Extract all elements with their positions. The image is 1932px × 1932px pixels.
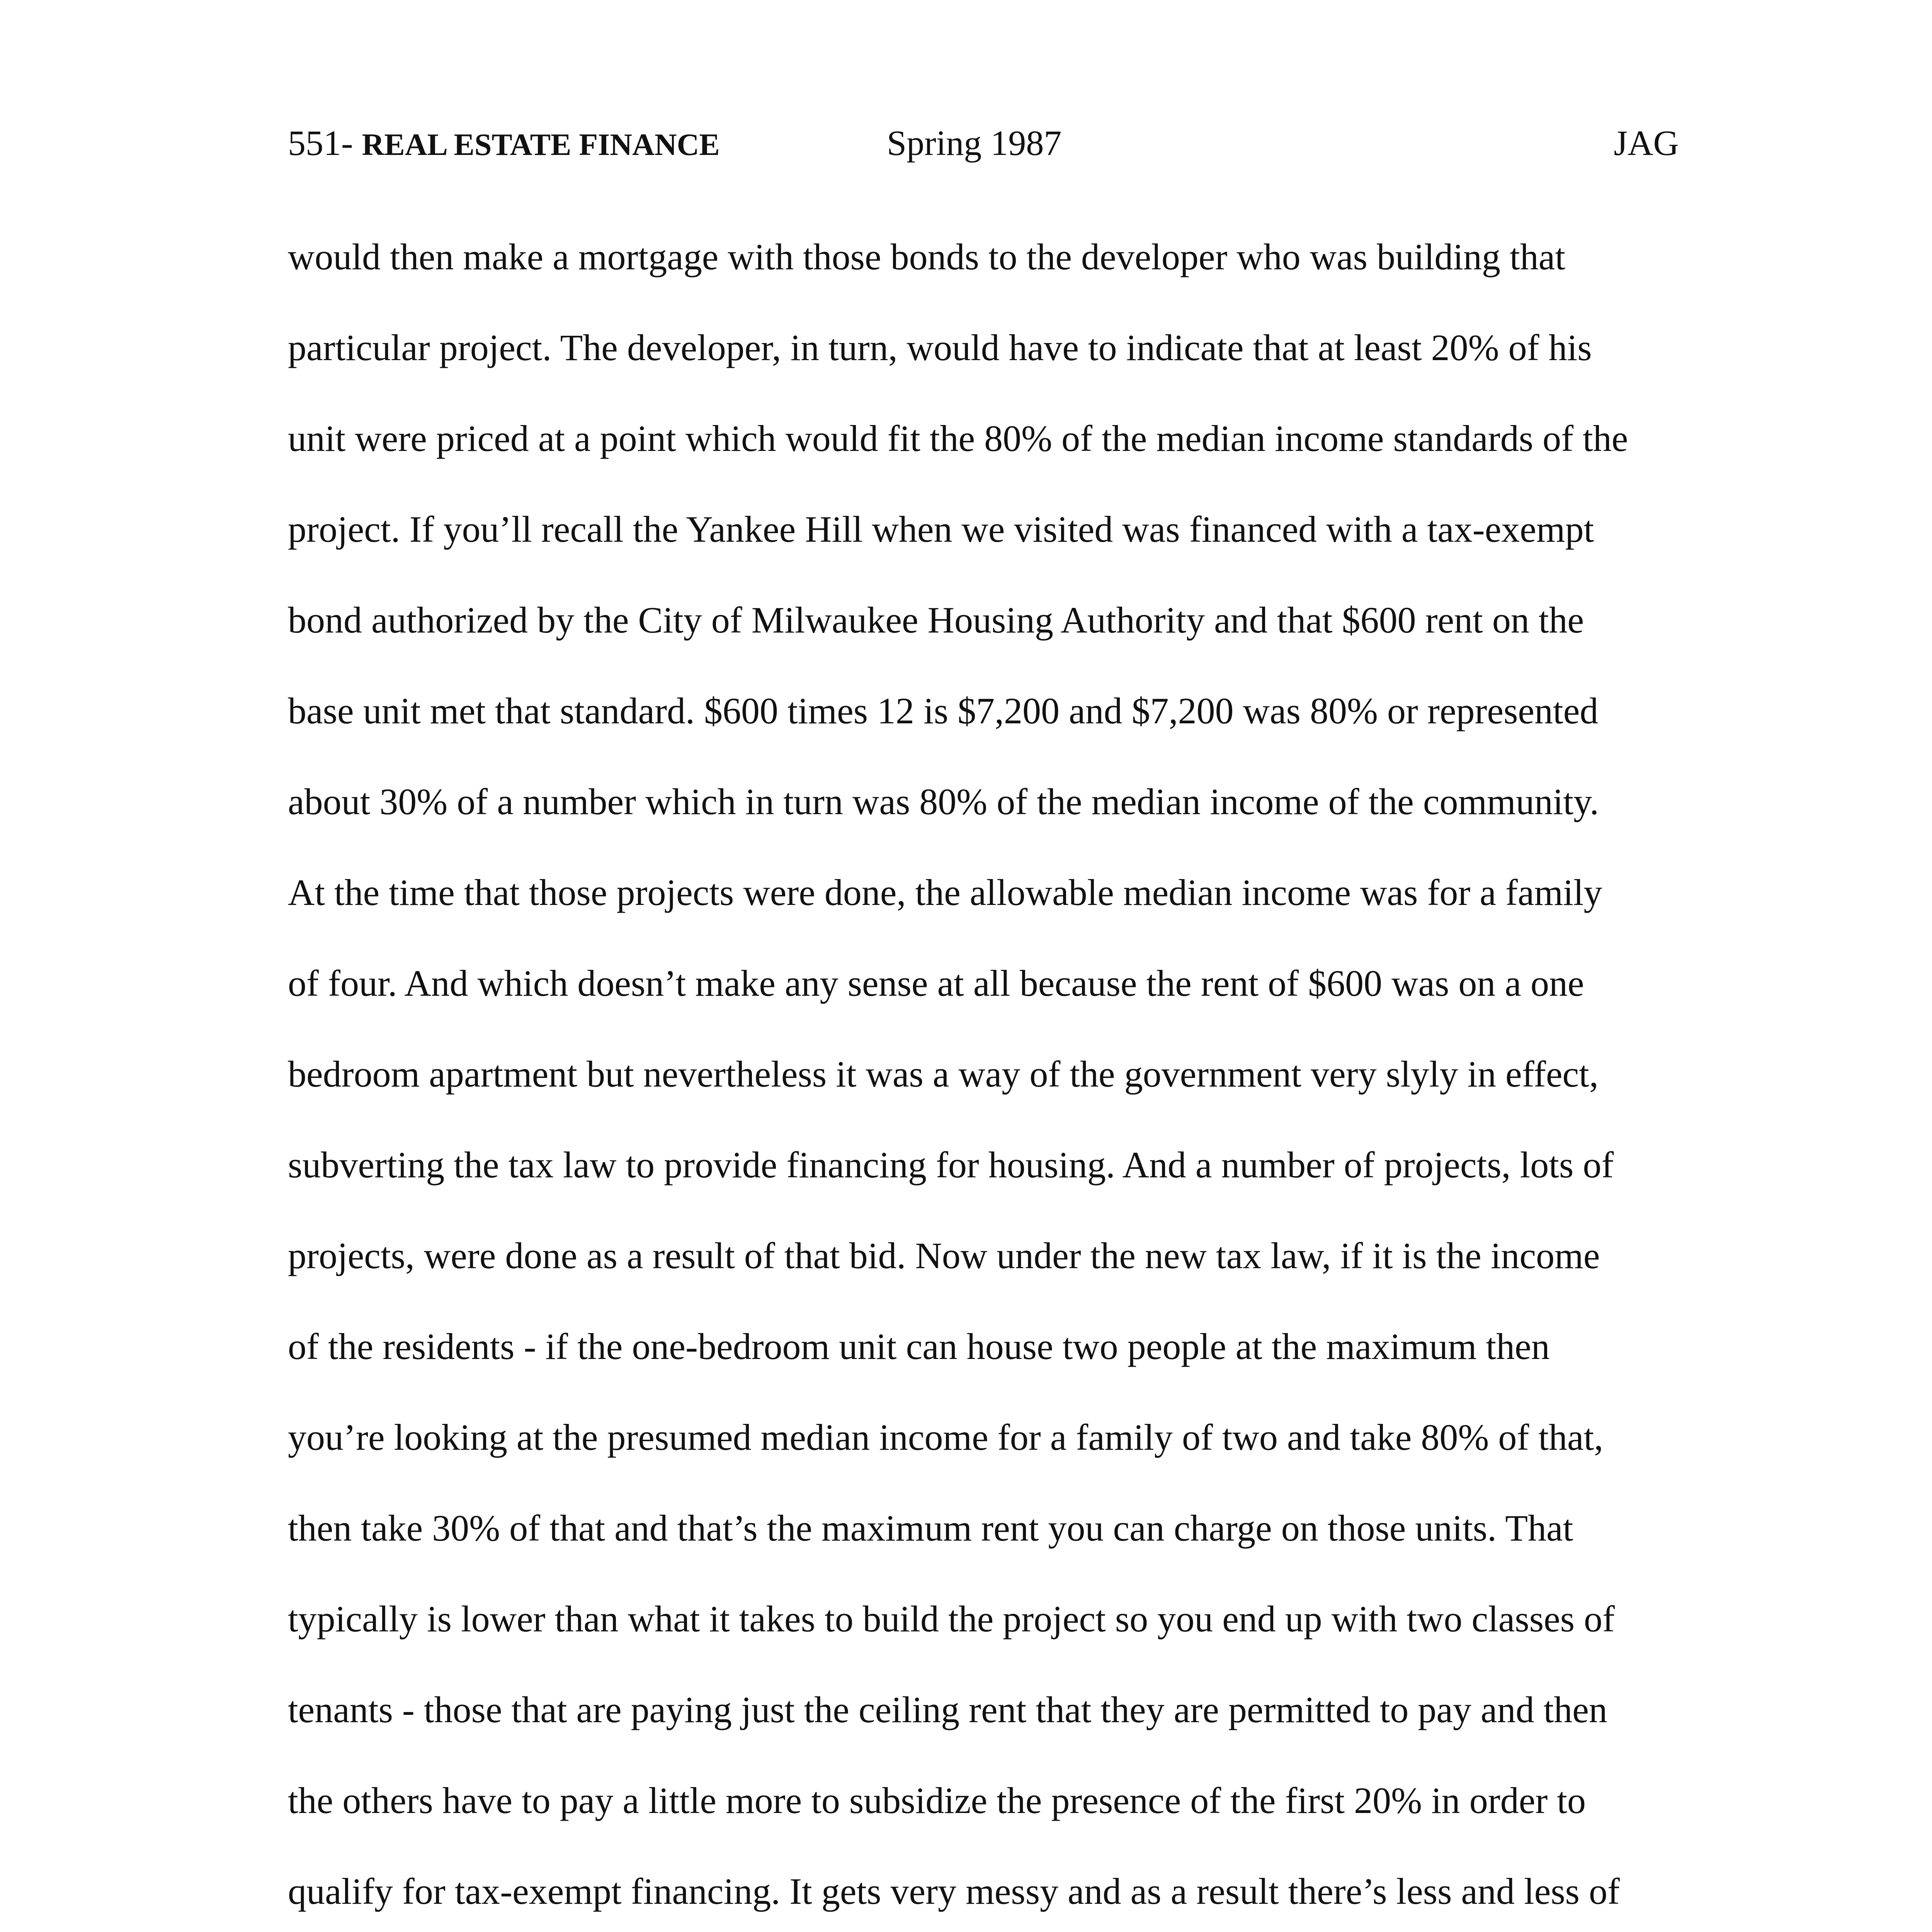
- course-name: REAL ESTATE FINANCE: [362, 128, 720, 162]
- text-line: would then make a mortgage with those bonds to the developer who was building that: [288, 236, 1565, 277]
- term-label: Spring 1987: [887, 123, 1062, 163]
- text-line: qualify for tax-exempt financing. It gets very messy and as a result there’s less and less of: [288, 1871, 1620, 1912]
- text-line: you’re looking at the presumed median income for a family of two and take 80% of that,: [288, 1417, 1604, 1458]
- text-line: base unit met that standard. $600 times 12 is $7,200 and $7,200 was 80% or represented: [288, 690, 1599, 731]
- course-number: 551-: [288, 123, 362, 163]
- text-line: bond authorized by the City of Milwaukee Housing Authority and that $600 rent on the: [288, 599, 1584, 641]
- text-line: of the residents - if the one-bedroom unit can house two people at the maximum then: [288, 1326, 1550, 1367]
- text-line: project. If you’ll recall the Yankee Hill when we visited was financed with a tax-exempt: [288, 509, 1594, 550]
- course-title: [288, 116, 720, 172]
- text-line: tenants - those that are paying just the ceiling rent that they are permitted to pay and then: [288, 1689, 1607, 1730]
- text-line: projects, were done as a result of that bid. Now under the new tax law, if it is the income: [288, 1235, 1600, 1276]
- author-initials: JAG: [1614, 123, 1679, 163]
- text-line: typically is lower than what it takes to build the project so you end up with two classes of: [288, 1598, 1615, 1639]
- text-line: about 30% of a number which in turn was 80% of the median income of the community.: [288, 781, 1599, 822]
- text-line: unit were priced at a point which would fit the 80% of the median income standards of the: [288, 418, 1628, 459]
- text-line: then take 30% of that and that’s the maximum rent you can charge on those units. That: [288, 1507, 1573, 1549]
- text-line: particular project. The developer, in turn, would have to indicate that at least 20% of his: [288, 327, 1592, 368]
- page-header: [288, 116, 1679, 170]
- text-line: of four. And which doesn’t make any sense at all because the rent of $600 was on a one: [288, 963, 1584, 1004]
- body-text: [288, 232, 1690, 1932]
- text-line: the others have to pay a little more to subsidize the presence of the first 20% in order to: [288, 1780, 1586, 1821]
- text-line: bedroom apartment but nevertheless it was a way of the government very slyly in effect,: [288, 1053, 1599, 1095]
- text-line: subverting the tax law to provide financing for housing. And a number of projects, lots of: [288, 1144, 1614, 1185]
- text-line: At the time that those projects were done, the allowable median income was for a family: [288, 872, 1602, 913]
